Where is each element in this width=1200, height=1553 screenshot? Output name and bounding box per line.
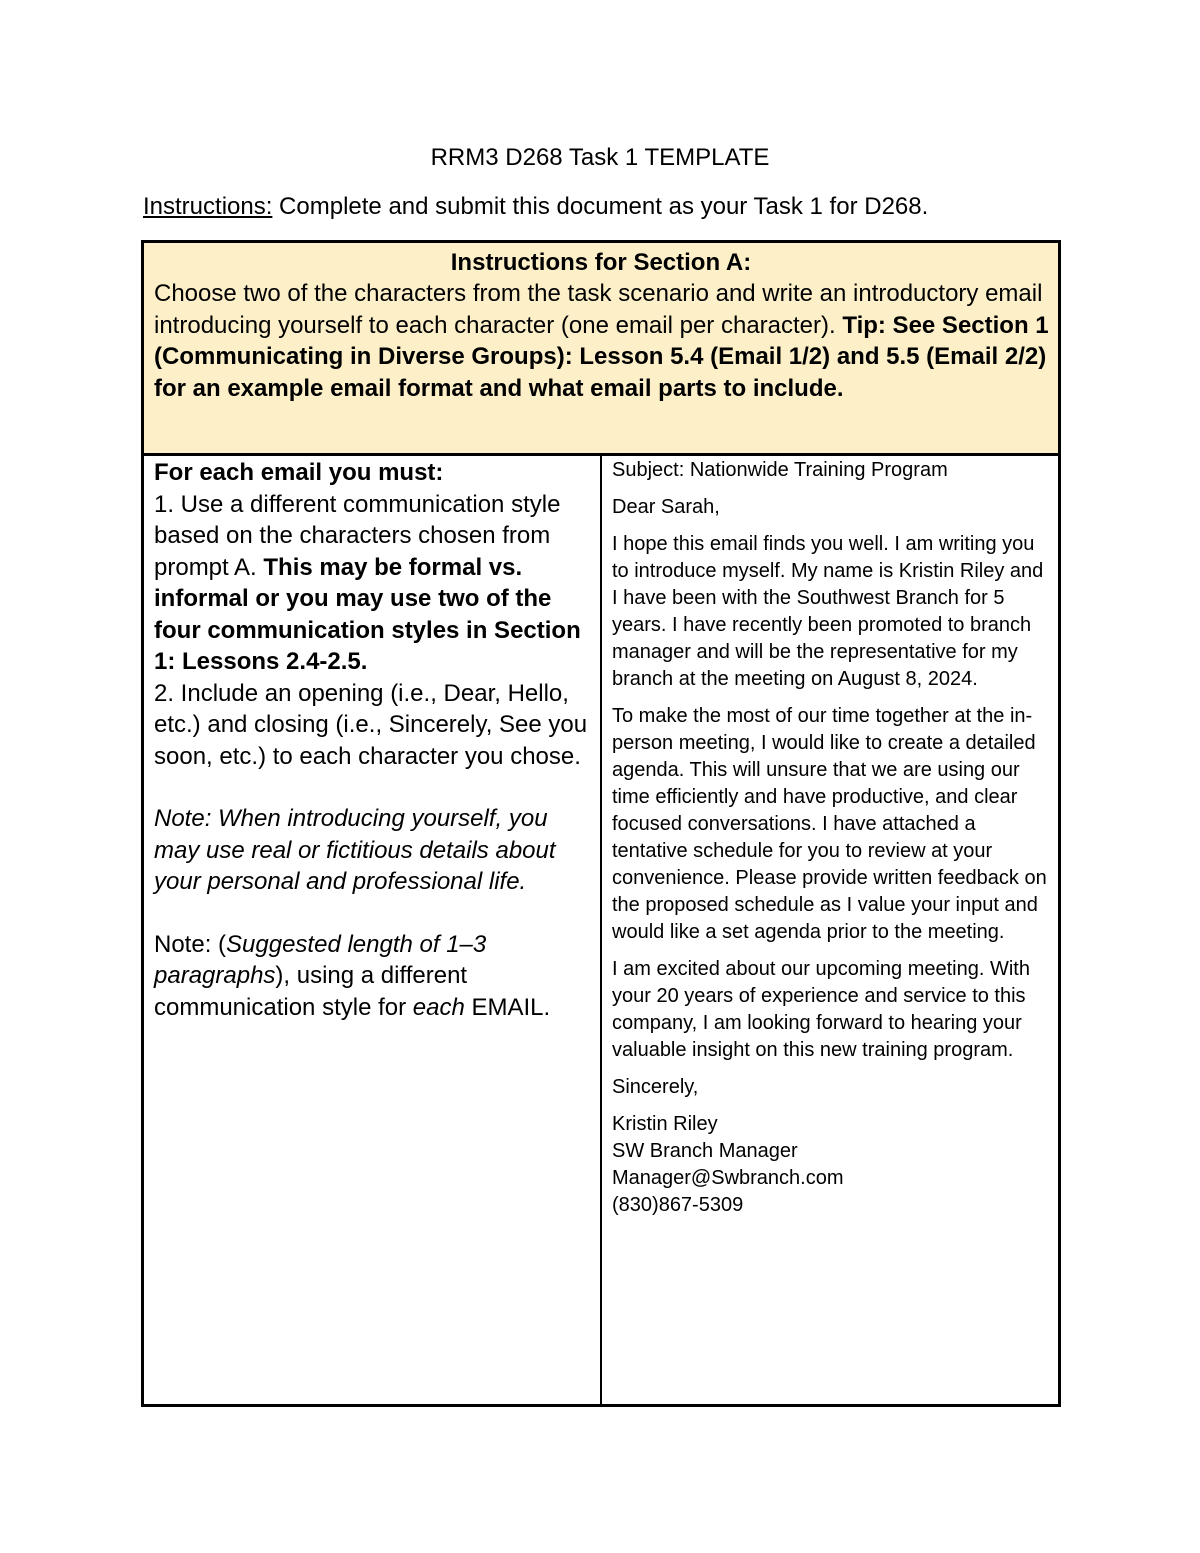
- section-a-body: [144, 278, 1058, 404]
- section-a-tip: Tip: See Section 1 (Communicating in Diverse Groups): Lesson 5.4 (Email 1/2) and 5.5 (Email 2/2) for an example email format and what email parts to include.: [154, 311, 1049, 402]
- signature-phone: (830)867-5309: [612, 1194, 744, 1216]
- email-paragraph-2: To make the most of our time together at the in-person meeting, I would like to create a detailed agenda. This will unsure that we are using our time efficiently and have productive, and clear focused conversations. I have attached a tentative schedule for you to review at your convenience. Please provide written feedback on the proposed schedule as I value your input and would like a set agenda prior to the meeting.: [612, 705, 1047, 943]
- section-a-instructions-box: [141, 240, 1061, 456]
- response-table: [141, 453, 1061, 1407]
- column-divider: [600, 453, 602, 1404]
- requirement-item-1: [154, 489, 594, 678]
- email-greeting: Dear Sarah,: [612, 496, 720, 518]
- note-2-end: EMAIL.: [464, 993, 551, 1021]
- requirement-item-2: 2. Include an opening (i.e., Dear, Hello, etc.) and closing (i.e., Sincerely, See you soon, etc.) to each character you chose.: [154, 679, 588, 770]
- note-2-middle: ), using a different communication style for: [154, 962, 468, 1021]
- signature-email: Manager@Swbranch.com: [612, 1167, 844, 1189]
- section-a-text: Choose two of the characters from the task scenario and write an introductory email introducing yourself to each character (one email per character).: [154, 280, 1043, 339]
- signature-name: Kristin Riley: [612, 1113, 718, 1135]
- email-closing: Sincerely,: [612, 1076, 699, 1098]
- note-2: [154, 929, 594, 1024]
- note-2-italic: Suggested length of 1–3 paragraphs: [154, 930, 487, 989]
- instructions-line: [143, 192, 928, 222]
- instructions-text: Complete and submit this document as your Task 1 for D268.: [272, 193, 929, 220]
- requirement-item-1-bold: This may be formal vs. informal or you may use two of the four communication styles in Section 1: Lessons 2.4-2.5.: [154, 553, 581, 675]
- note-2-each: each: [412, 993, 465, 1021]
- signature-title: SW Branch Manager: [612, 1140, 798, 1162]
- requirement-item-1-text: 1. Use a different communication style based on the characters chosen from prompt A.: [154, 490, 561, 581]
- requirements-heading: For each email you must:: [154, 459, 444, 486]
- requirements-cell: [154, 457, 594, 1023]
- email-cell: [612, 457, 1052, 1219]
- note-2-prefix: Note: (: [154, 930, 227, 958]
- email-paragraph-1: I hope this email finds you well. I am writing you to introduce myself. My name is Kristin Riley and I have been with the Southwest Branch for 5 years. I have recently been promoted to branch manager and will be the representative for my branch at the meeting on August 8, 2024.: [612, 533, 1044, 690]
- note-1: Note: When introducing yourself, you may use real or fictitious details about your personal and professional life.: [154, 805, 556, 895]
- page-title: RRM3 D268 Task 1 TEMPLATE: [430, 144, 770, 171]
- section-a-heading: Instructions for Section A:: [450, 249, 752, 276]
- instructions-label: Instructions:: [143, 193, 273, 220]
- email-paragraph-3: I am excited about our upcoming meeting. With your 20 years of experience and service to this company, I am looking forward to hearing your valuable insight on this new training program.: [612, 958, 1030, 1061]
- email-subject: Subject: Nationwide Training Program: [612, 459, 948, 481]
